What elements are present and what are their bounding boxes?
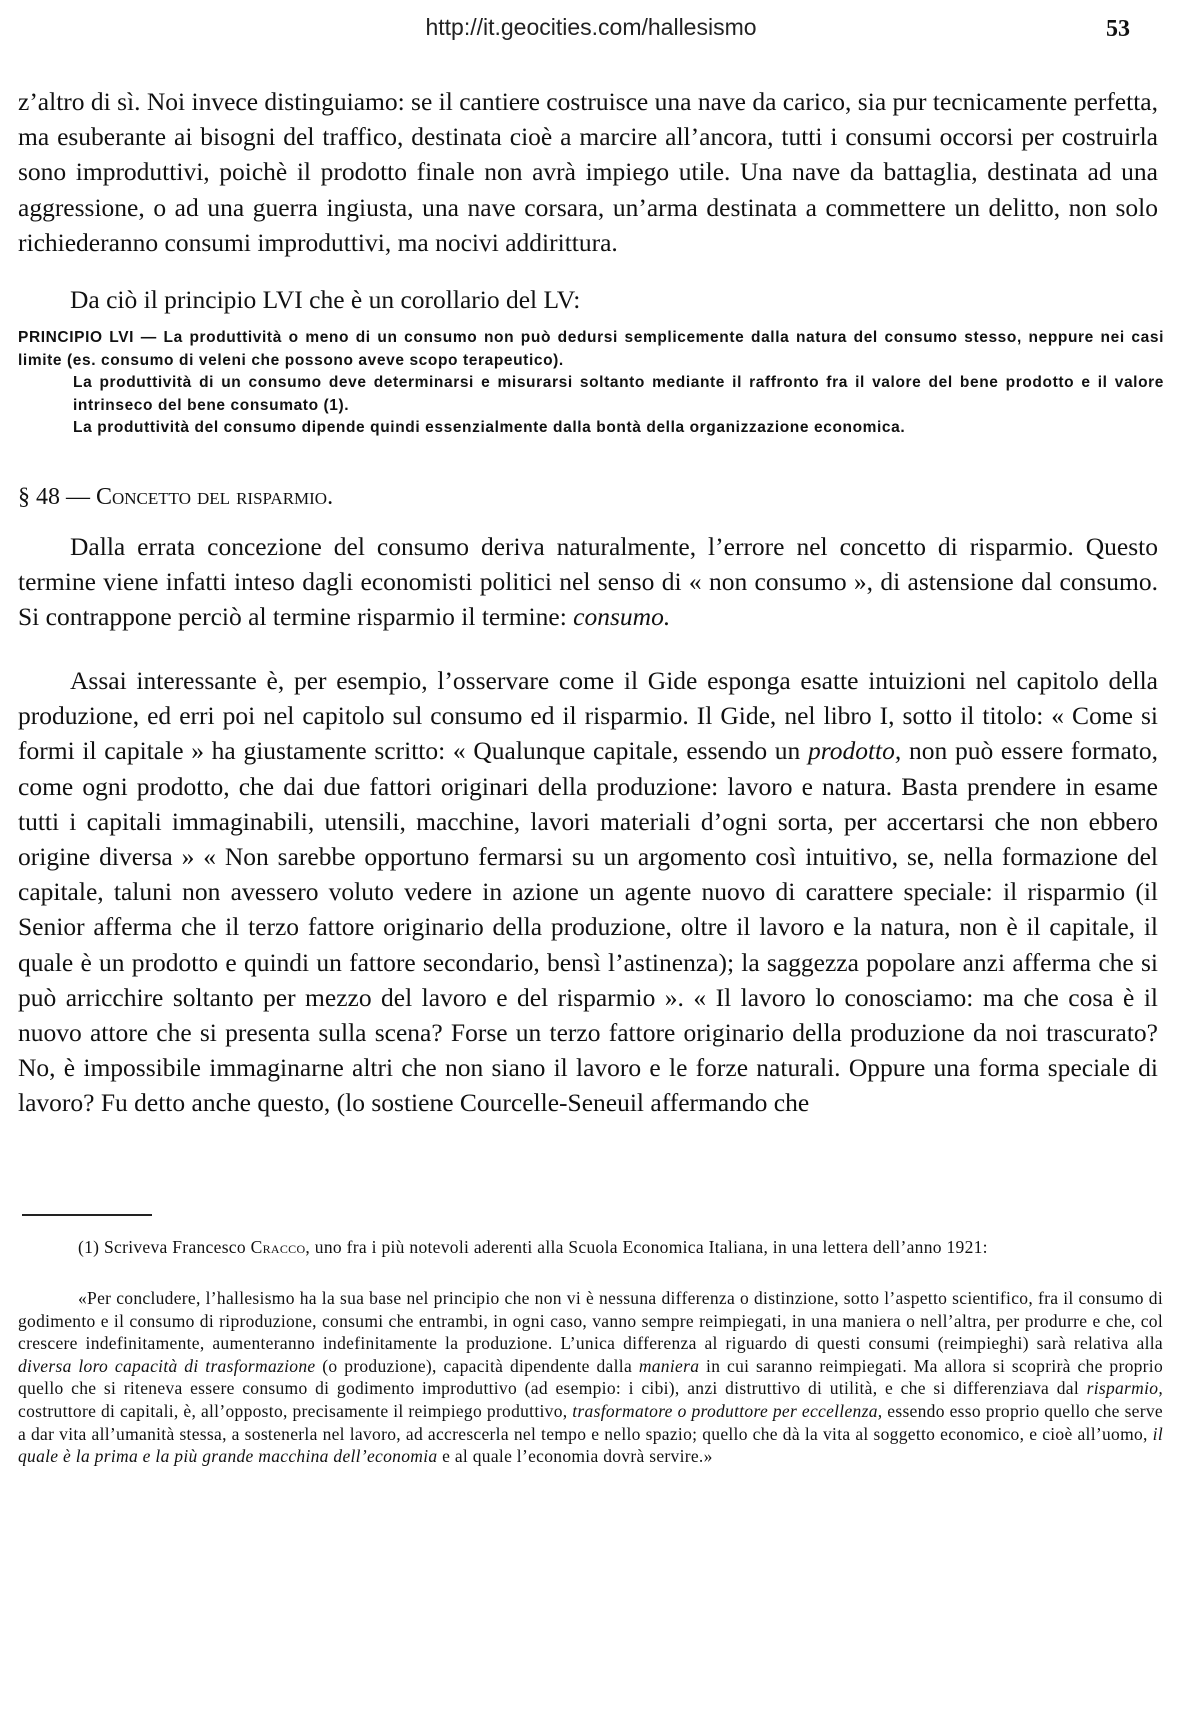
fn-q3-italic: risparmio, [1086,1378,1163,1399]
fn-q4-italic: trasformatore o produttore per eccellenza, [572,1400,883,1421]
paragraph-principle-intro: Da ciò il principio LVI che è un corollario del LV: [70,285,581,314]
footnote-intro-b: uno fra i più notevoli aderenti alla Scuola Economica Italiana, in una lettera dell’anno 1921: [314,1237,988,1257]
fn-q2: (o produzione), capacità dipendente dalla [322,1355,633,1376]
p3-text: Dalla errata concezione del consumo deriva naturalmente, l’errore nel concetto di risparmio. Questo termine viene infatti inteso dagli economisti politici nel senso di « non consumo », di astensione dal consumo. Si contrappone perciò al termine risparmio il termine: [18,532,1158,632]
p3-italic: consumo. [573,602,671,632]
footnote-intro [18,1236,1163,1259]
fn-q5-italic: il quale è la prima e la più grande macchina dell’economia [18,1423,1163,1467]
fn-q3: in cui saranno reimpiegati. Ma allora si scoprirà che proprio quello che si riteneva essere consumo di godimento improduttivo (ad esempio: i cibi), anzi distruttivo di utilità, e che si differenziava dal [18,1355,1164,1399]
fn-q1: «Per concludere, l’hallesismo ha la sua base nel principio che non vi è nessuna differenza o distinzione, sotto l’aspetto scientifico, fra il consumo di godimento e il consumo di riproduzione, consumi che entrambi, in ogni caso, vanno sempre reimpiegati, in una maniera o nell’altra, per produrre e che, col crescere indefinitamente, aumenteranno indefinitamente la produzione. L’unica differenza al riguardo di questi consumi (reimpieghi) sarà relativa alla [18,1288,1163,1354]
p4-text-b: non può essere formato, come ogni prodotto, che dai due fattori originari della produzione: lavoro e natura. Basta prendere in esame tutti i capitali immaginabili, utensili, macchine, lavori materiali d’ogni sorta, per accertarsi che non ebbero origine diversa » « Non sarebbe opportuno fermarsi su un argomento così intuitivo, se, nella formazione del capitale, taluni non avessero voluto vedere in azione un agente nuovo di carattere speciale: il risparmio (il Senior afferma che il terzo fattore originario della produzione, oltre il lavoro e la natura, non è il capitale, il quale è un prodotto e quindi un fattore secondario, bensì l’astinenza); la saggezza popolare anzi afferma che si può arricchire soltanto per mezzo del lavoro e del risparmio ». « Il lavoro lo conosciamo: ma che cosa è il nuovo attore che si presenta sulla scena? Forse un terzo fattore originario della produzione da noi trascurato? No, è impossibile immaginarne altri che non siano il lavoro e le forze naturali. Oppure una forma speciale di lavoro? Fu detto anche questo, (lo sostiene Courcelle-Seneuil affermando che [18,736,1159,1118]
section-number: § 48 — [18,484,90,510]
header-url: http://it.geocities.com/hallesismo [425,14,757,40]
p4-text-a: Assai interessante è, per esempio, l’osservare come il Gide esponga esatte intuizioni nel capitolo della produzione, ed erri poi nel capitolo sul consumo ed il risparmio. Il Gide, nel libro I, sotto il titolo: « Come si formi il capitale » ha giustamente scritto: « Qualunque capitale, essendo un [18,666,1158,766]
paragraph-ship-example: z’altro di sì. Noi invece distinguiamo: se il cantiere costruisce una nave da carico, sia pur tecnicamente perfetta, ma esuberante ai bisogni del traffico, destinata cioè a marcire all’ancora, tutti i consumi occorsi per costruirla sono improduttivi, poichè il prodotto finale non avrà impiego utile. Una nave da battaglia, destinata ad una aggressione, o ad una guerra ingiusta, una nave corsara, un’arma destinata a commettere un delitto, non solo richiederanno consumi improduttivi, ma nocivi addirittura. [18,87,1158,257]
fn-q4: costruttore di capitali, è, all’opposto, precisamente il reimpiego produttivo, [18,1400,568,1421]
principle-label: PRINCIPIO LVI [18,329,135,346]
fn-q1-italic: diversa loro capacità di trasformazione [18,1355,316,1376]
footnote-divider [22,1214,152,1216]
footnote-author: Cracco, [250,1237,311,1257]
fn-q5: essendo esso proprio quello che serve a dar vita all’umanità stessa, a sostenerla nel lavoro, ad accrescerla nel tempo e nello spazio; quello che dà la vita al soggetto economico, e cioè all’uomo, [18,1400,1163,1444]
page-number: 53 [1106,16,1130,42]
paragraph-gide-quote [18,663,1158,1121]
principle-text-1: — La produttività o meno di un consumo non può dedursi semplicemente dalla natura del consumo stesso, neppure nei casi limite (es. consumo di veleni che possono aveve scopo terapeutico). [18,329,1164,369]
principle-lvi-block [18,327,1164,440]
section-title: Concetto del risparmio. [96,484,334,510]
footnote-intro-a: (1) Scriveva Francesco [78,1237,246,1257]
section-heading [18,484,333,511]
p4-italic: prodotto, [808,736,902,766]
fn-q6: e al quale l’economia dovrà servire.» [442,1446,713,1467]
principle-line-3: La produttività del consumo dipende quindi essenzialmente dalla bontà della organizzazione economica. [73,419,906,436]
fn-q2-italic: maniera [638,1355,700,1376]
footnote-quote [18,1287,1163,1468]
principle-line-1 [18,327,1164,372]
principle-line-2: La produttività di un consumo deve determinarsi e misurarsi soltanto mediante il raffronto fra il valore del bene prodotto e il valore intrinseco del bene consumato (1). [73,374,1164,414]
paragraph-risparmio-concept [18,529,1158,635]
